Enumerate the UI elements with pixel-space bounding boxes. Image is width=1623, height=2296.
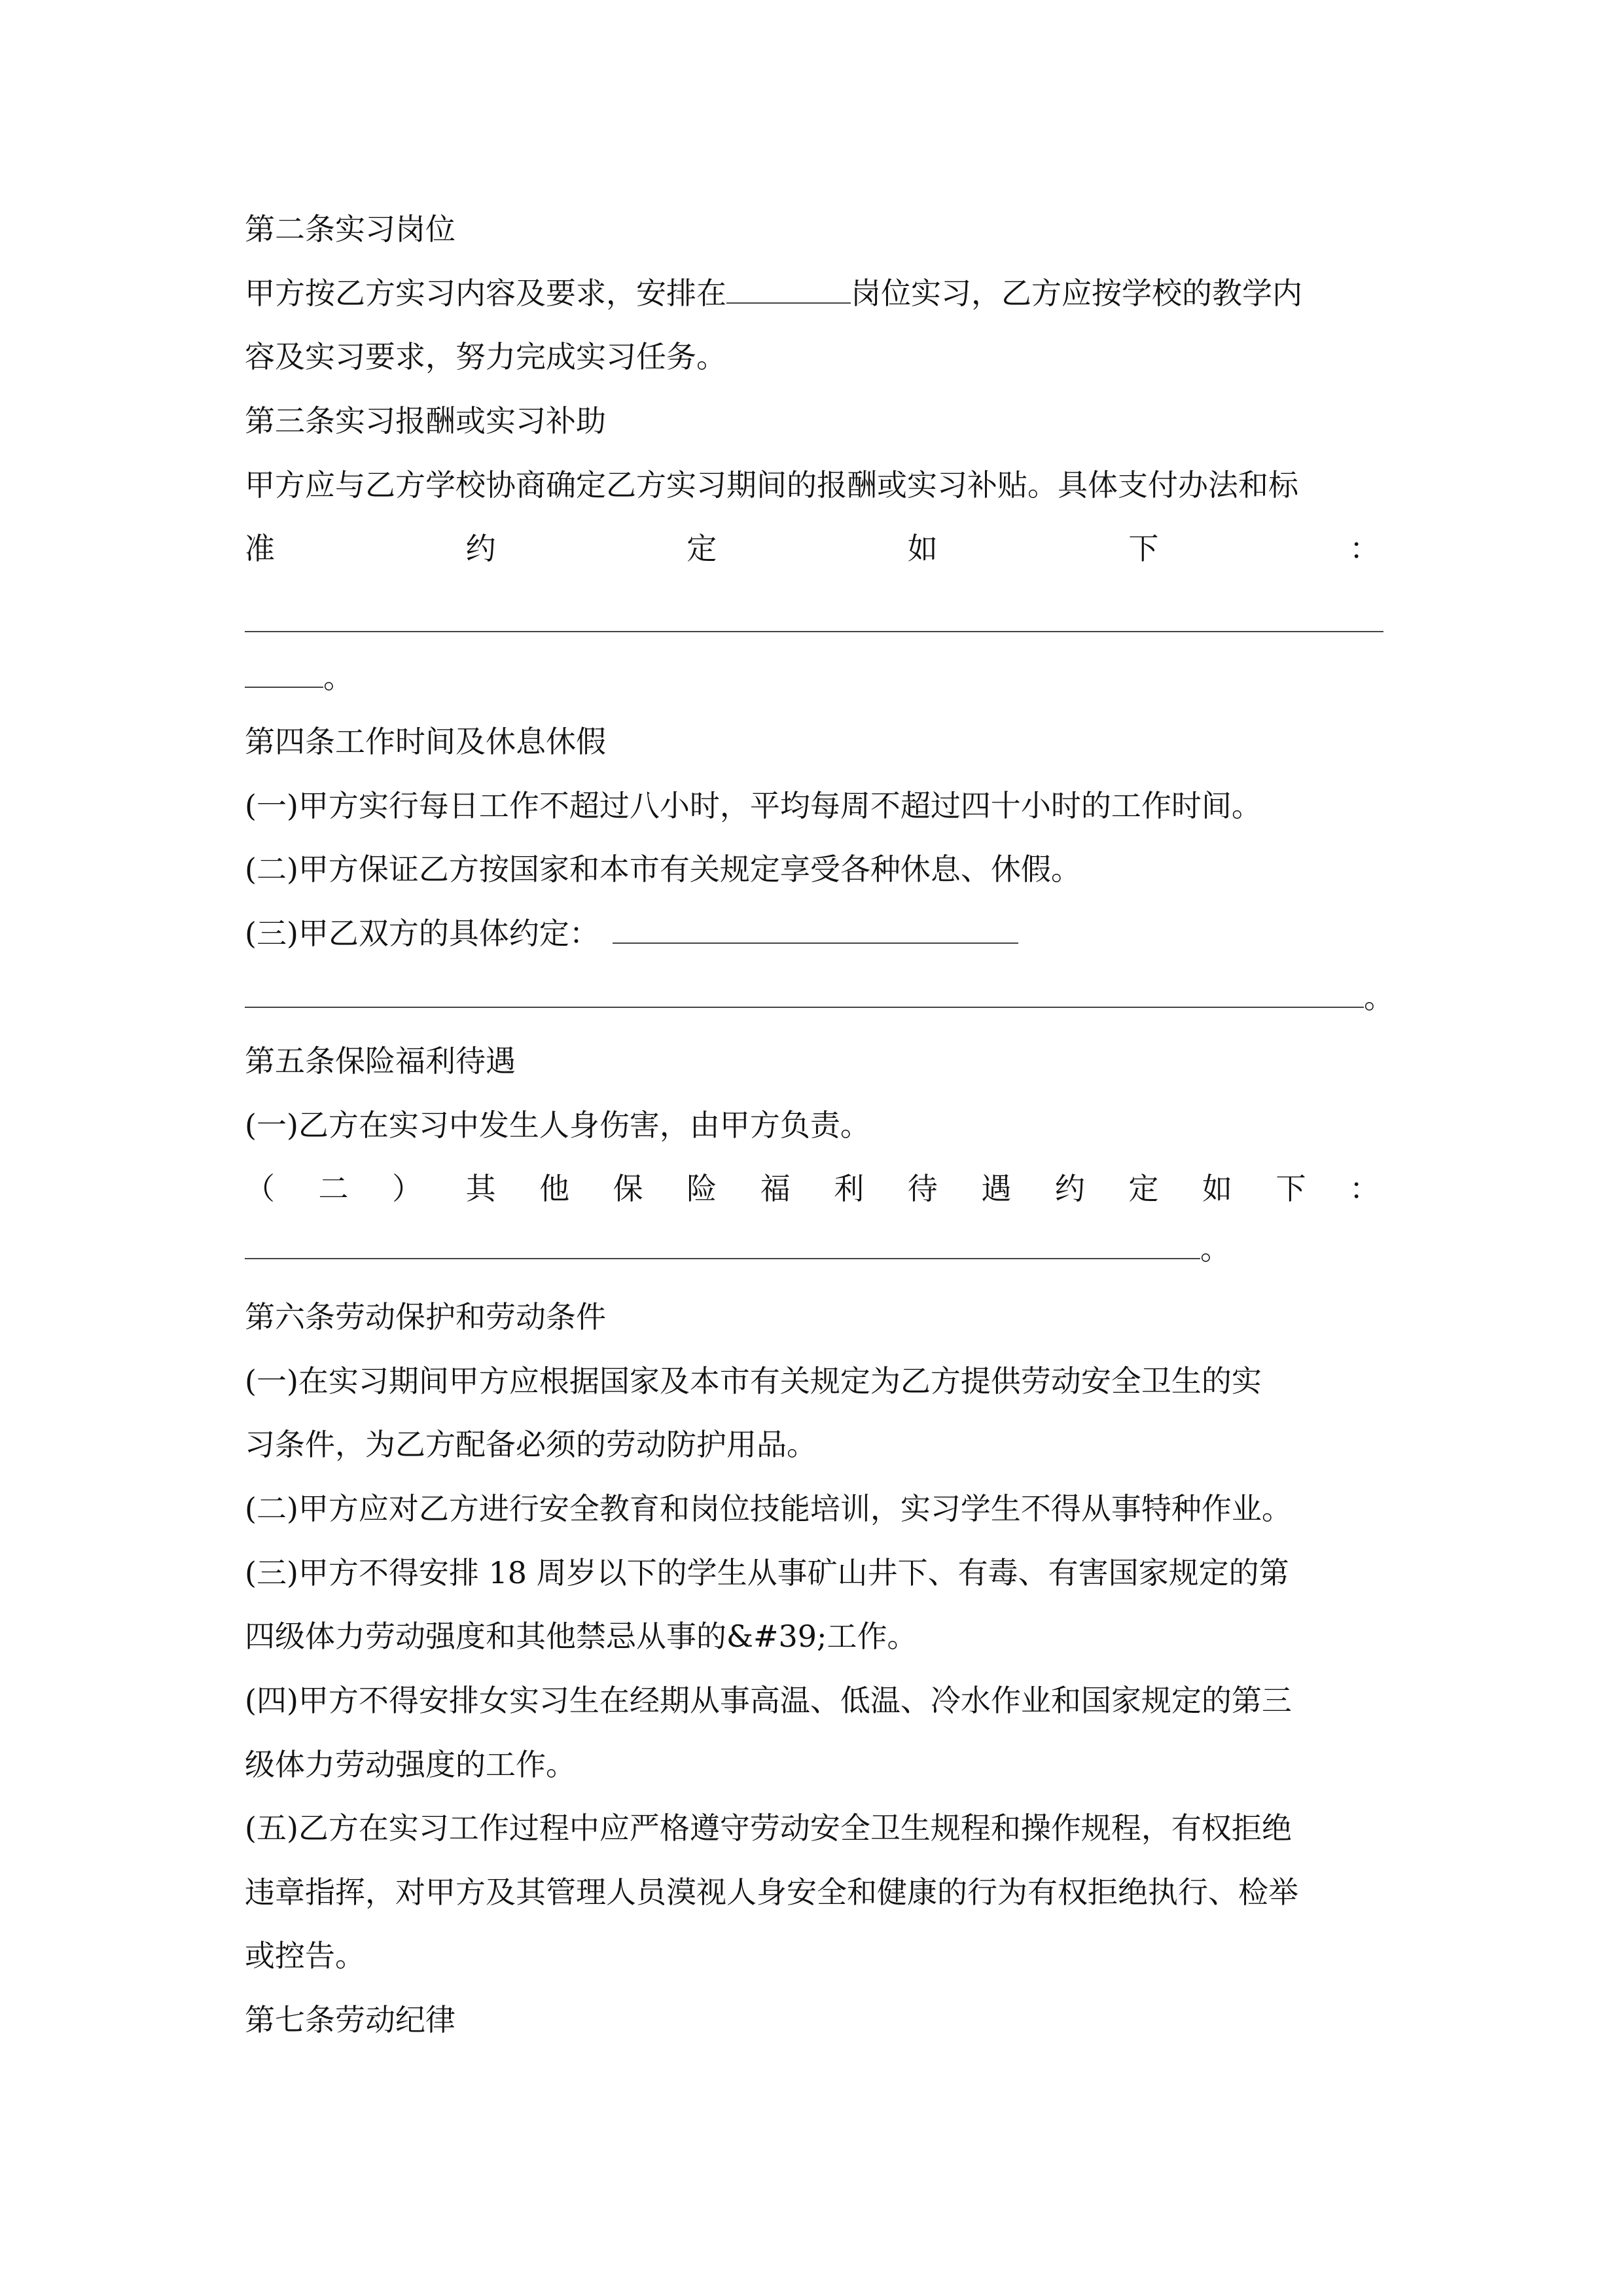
spread-char: （ bbox=[245, 1171, 275, 1206]
article-6-item-5-line-2: 违章指挥，对甲方及其管理人员漠视人身安全和健康的行为有权拒绝执行、检举 bbox=[245, 1874, 1298, 1910]
article-4-end-line bbox=[245, 978, 1394, 1017]
article-3-spread-line bbox=[245, 529, 1380, 568]
spread-char: 定 bbox=[1128, 1171, 1159, 1206]
article-2-line-1-pre: 甲方按乙方实习内容及要求，安排在 bbox=[245, 276, 726, 311]
spread-char: ： bbox=[1349, 1171, 1380, 1206]
article-3-end: 。 bbox=[323, 660, 353, 695]
article-4-item-3 bbox=[245, 914, 1018, 953]
spread-char: 约 bbox=[465, 531, 496, 566]
article-6-item-4-line-1: (四)甲方不得安排女实习生在经期从事高温、低温、冷水作业和国家规定的第三 bbox=[245, 1683, 1292, 1718]
article-3-heading: 第三条实习报酬或实习补助 bbox=[245, 403, 606, 439]
article-6-heading: 第六条劳动保护和劳动条件 bbox=[245, 1299, 606, 1335]
spread-char: 险 bbox=[687, 1171, 717, 1206]
spread-char: 保 bbox=[613, 1171, 643, 1206]
article-2-line-1 bbox=[245, 274, 1302, 313]
spread-char: 福 bbox=[760, 1171, 791, 1206]
article-6-item-5-line-3: 或控告。 bbox=[245, 1938, 365, 1973]
article-3-line-1: 甲方应与乙方学校协商确定乙方实习期间的报酬或实习补贴。具体支付办法和标 bbox=[245, 467, 1298, 503]
article-6-item-4-line-2: 级体力劳动强度的工作。 bbox=[245, 1747, 576, 1782]
article-2-line-2: 容及实习要求，努力完成实习任务。 bbox=[245, 339, 726, 374]
article-6-item-2: (二)甲方应对乙方进行安全教育和岗位技能培训，实习学生不得从事特种作业。 bbox=[245, 1491, 1292, 1526]
spread-char: 如 bbox=[1202, 1171, 1232, 1206]
article-6-item-1-line-1: (一)在实习期间甲方应根据国家及本市有关规定为乙方提供劳动安全卫生的实 bbox=[245, 1363, 1262, 1399]
spread-char: 准 bbox=[245, 531, 275, 566]
spread-char: 约 bbox=[1054, 1171, 1085, 1206]
payment-blank-short bbox=[245, 663, 323, 688]
spread-char: 待 bbox=[907, 1171, 938, 1206]
spread-char: 他 bbox=[539, 1171, 570, 1206]
spread-char: 下 bbox=[1128, 531, 1159, 566]
article-5-item-1: (一)乙方在实习中发生人身伤害，由甲方负责。 bbox=[245, 1107, 870, 1143]
article-4-end: 。 bbox=[1364, 980, 1394, 1015]
article-6-item-1-line-2: 习条件，为乙方配备必须的劳动防护用品。 bbox=[245, 1427, 817, 1462]
post-blank bbox=[726, 279, 851, 304]
spread-char: 利 bbox=[834, 1171, 865, 1206]
spread-char: 二 bbox=[318, 1171, 349, 1206]
payment-blank-line bbox=[245, 631, 1383, 632]
article-5-end-line bbox=[245, 1229, 1230, 1268]
agreement-blank-long bbox=[245, 983, 1364, 1008]
article-4-heading: 第四条工作时间及休息休假 bbox=[245, 724, 606, 759]
spread-char: ： bbox=[1349, 531, 1380, 566]
article-7-heading: 第七条劳动纪律 bbox=[245, 2002, 455, 2037]
spread-char: 其 bbox=[465, 1171, 496, 1206]
article-4-item-2: (二)甲方保证乙方按国家和本市有关规定享受各种休息、休假。 bbox=[245, 852, 1081, 887]
spread-char: 如 bbox=[907, 531, 938, 566]
insurance-blank bbox=[245, 1234, 1200, 1259]
article-6-item-5-line-1: (五)乙方在实习工作过程中应严格遵守劳动安全卫生规程和操作规程，有权拒绝 bbox=[245, 1810, 1292, 1846]
spread-char: 遇 bbox=[981, 1171, 1012, 1206]
article-3-end-line bbox=[245, 658, 353, 697]
article-6-item-3-line-1: (三)甲方不得安排 18 周岁以下的学生从事矿山井下、有毒、有害国家规定的第 bbox=[245, 1555, 1289, 1590]
article-5-heading: 第五条保险福利待遇 bbox=[245, 1043, 516, 1079]
spread-char: 下 bbox=[1275, 1171, 1306, 1206]
spread-char: ） bbox=[392, 1171, 423, 1206]
article-4-item-1: (一)甲方实行每日工作不超过八小时，平均每周不超过四十小时的工作时间。 bbox=[245, 788, 1262, 823]
agreement-blank bbox=[613, 919, 1018, 944]
article-5-spread-line bbox=[245, 1169, 1380, 1208]
article-6-item-3-line-2: 四级体力劳动强度和其他禁忌从事的&#39;工作。 bbox=[245, 1619, 918, 1654]
spread-char: 定 bbox=[687, 531, 717, 566]
article-4-item-3-text: (三)甲乙双方的具体约定： bbox=[245, 916, 599, 951]
article-5-end: 。 bbox=[1200, 1231, 1230, 1266]
article-2-heading: 第二条实习岗位 bbox=[245, 211, 455, 247]
article-2-line-1-post: 岗位实习，乙方应按学校的教学内 bbox=[851, 276, 1302, 311]
